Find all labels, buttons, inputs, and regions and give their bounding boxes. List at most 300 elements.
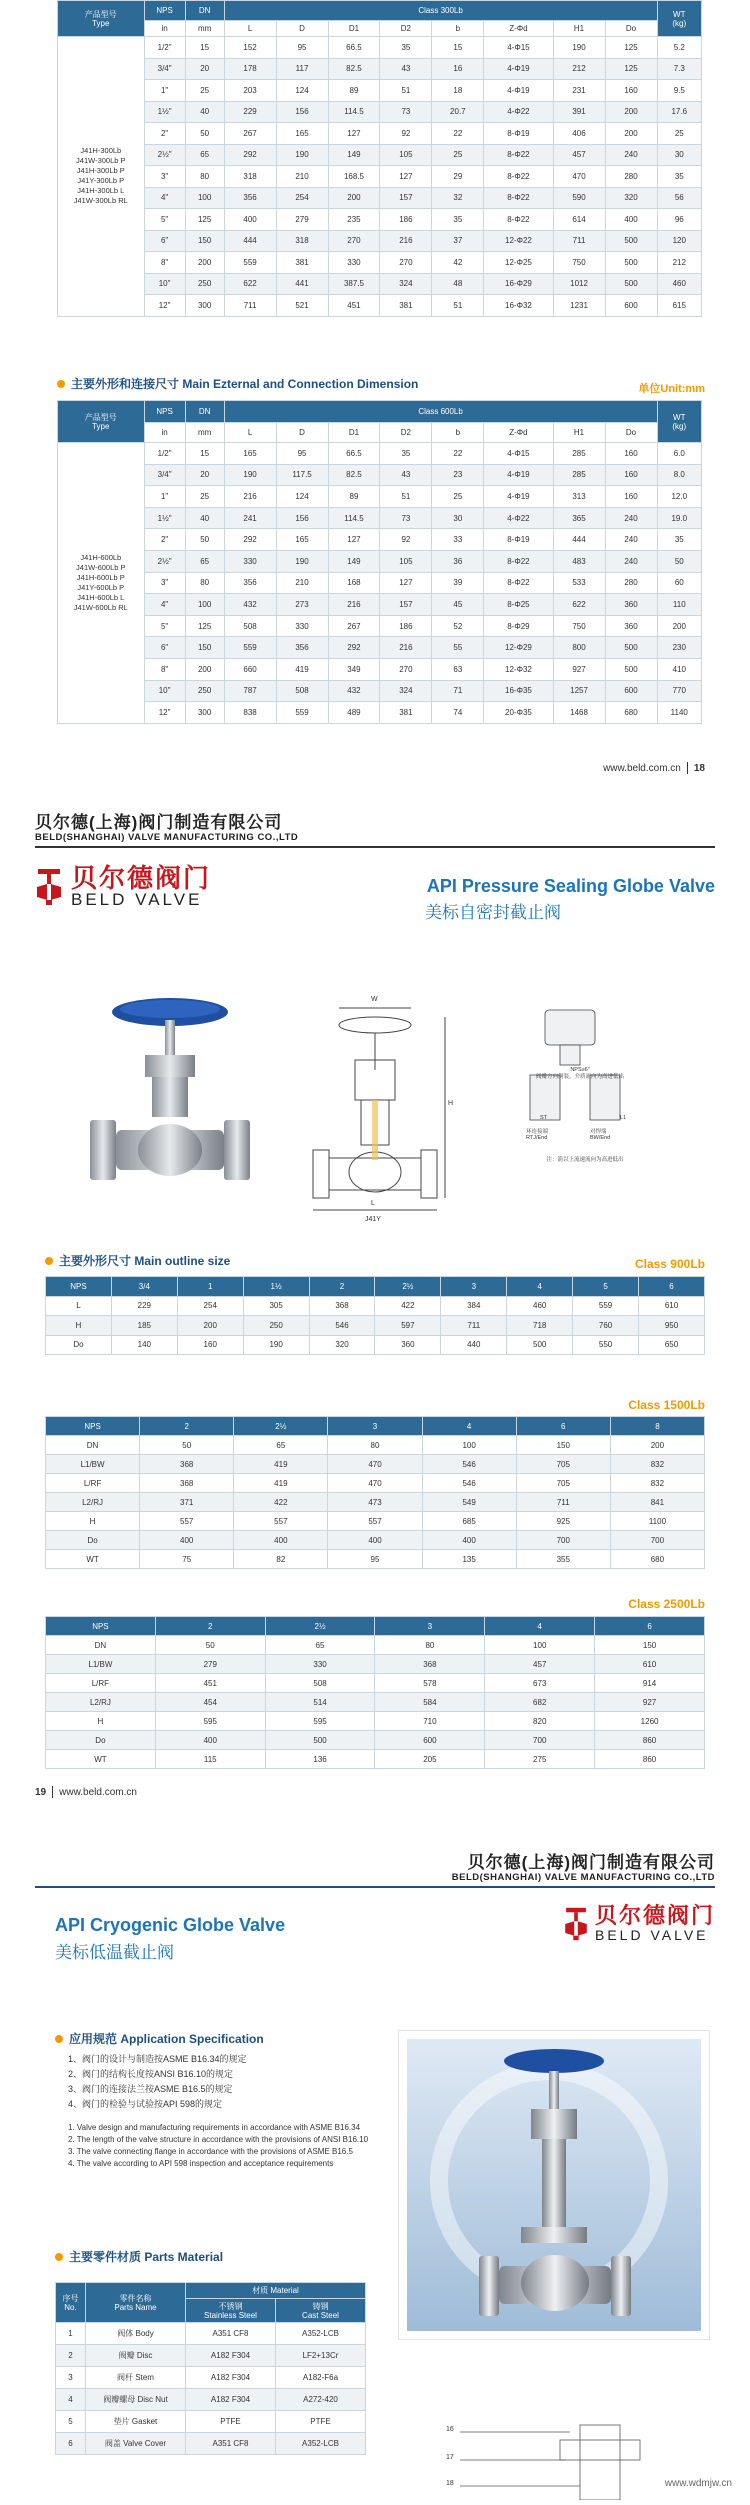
table-row <box>46 1296 705 1316</box>
brand-logo <box>35 865 211 909</box>
data-cell: 254 <box>276 187 328 209</box>
class-900-label: Class 900Lb <box>634 1257 705 1271</box>
data-cell: 595 <box>155 1712 265 1731</box>
data-cell: 3/4" <box>144 58 185 80</box>
data-cell: 50 <box>185 123 224 145</box>
data-cell: 8-Φ22 <box>484 187 553 209</box>
data-cell: 400 <box>224 209 276 231</box>
data-cell: 150 <box>185 230 224 252</box>
data-cell: 4 <box>56 2389 86 2411</box>
data-cell: 6" <box>144 637 185 659</box>
bullet-icon <box>55 2253 63 2261</box>
data-cell: 80 <box>185 572 224 594</box>
data-cell: A182 F304 <box>186 2389 276 2411</box>
data-cell: Do <box>46 1531 140 1550</box>
data-cell: 750 <box>553 615 605 637</box>
data-cell: 241 <box>224 507 276 529</box>
unit-cell: H1 <box>553 21 605 37</box>
data-cell: 440 <box>441 1335 507 1355</box>
data-cell: 3" <box>144 166 185 188</box>
data-cell: 682 <box>485 1693 595 1712</box>
data-cell: 250 <box>243 1316 309 1336</box>
data-cell: 205 <box>375 1750 485 1769</box>
data-cell: 267 <box>328 615 380 637</box>
data-cell: 4-Φ15 <box>484 443 553 465</box>
data-cell: 50 <box>155 1636 265 1655</box>
footer-url: www.beld.com.cn <box>59 1786 137 1798</box>
col-no-header: 序号 No. <box>56 2283 86 2323</box>
end-label-cn1: 环连接端 <box>526 1129 549 1135</box>
table-row <box>46 1474 705 1493</box>
data-cell: 318 <box>224 166 276 188</box>
data-cell: Do <box>46 1335 112 1355</box>
data-cell: 705 <box>516 1474 610 1493</box>
table-row <box>46 1636 705 1655</box>
data-cell: 680 <box>610 1550 704 1569</box>
header-cell: NPS <box>46 1617 156 1636</box>
header-cell: 6 <box>595 1617 705 1636</box>
data-cell: 508 <box>224 615 276 637</box>
unit-cell: D2 <box>380 423 432 443</box>
data-cell: 92 <box>380 123 432 145</box>
data-cell: 700 <box>485 1731 595 1750</box>
data-cell: 垫片 Gasket <box>86 2411 186 2433</box>
data-cell: 559 <box>573 1296 639 1316</box>
table-row <box>58 443 702 465</box>
data-cell: 2" <box>144 123 185 145</box>
data-cell: 451 <box>155 1674 265 1693</box>
table-row <box>58 101 702 123</box>
data-cell: 832 <box>610 1474 704 1493</box>
data-cell: 190 <box>276 550 328 572</box>
table-row <box>56 2323 366 2345</box>
data-cell: 557 <box>328 1512 422 1531</box>
data-cell: 136 <box>265 1750 375 1769</box>
data-cell: 267 <box>224 123 276 145</box>
spec-item: 3、阀门的连接法兰按ASME B16.5的规定 <box>68 2084 233 2094</box>
data-cell: 160 <box>177 1335 243 1355</box>
type-label: J41Y-600Lb P <box>77 582 125 592</box>
data-cell: 152 <box>224 37 276 59</box>
data-cell: 39 <box>432 572 484 594</box>
data-cell: 470 <box>328 1455 422 1474</box>
data-cell: 320 <box>309 1335 375 1355</box>
col-type-header: 产品型号 Type <box>58 1 145 37</box>
unit-cell: D2 <box>380 21 432 37</box>
unit-label: 单位Unit:mm <box>638 383 705 395</box>
type-label: J41W-300Lb P <box>76 156 126 166</box>
table-row <box>58 507 702 529</box>
data-cell: 305 <box>243 1296 309 1316</box>
data-cell: 533 <box>553 572 605 594</box>
data-cell: 15 <box>185 443 224 465</box>
data-cell: 200 <box>185 658 224 680</box>
data-cell: 8" <box>144 252 185 274</box>
data-cell: 1" <box>144 80 185 102</box>
table-header-row <box>46 1277 705 1297</box>
data-cell: 231 <box>553 80 605 102</box>
data-cell: 114.5 <box>328 507 380 529</box>
data-cell: 150 <box>516 1436 610 1455</box>
data-cell: 160 <box>605 464 657 486</box>
data-cell: 273 <box>276 594 328 616</box>
data-cell: 165 <box>224 443 276 465</box>
data-cell: 500 <box>605 252 657 274</box>
data-cell: 82 <box>234 1550 328 1569</box>
unit-cell: Do <box>605 21 657 37</box>
data-cell: 125 <box>605 37 657 59</box>
data-cell: 8-Φ19 <box>484 529 553 551</box>
data-cell: 12-Φ32 <box>484 658 553 680</box>
data-cell: 190 <box>243 1335 309 1355</box>
data-cell: 16-Φ35 <box>484 680 553 702</box>
data-cell: 50 <box>140 1436 234 1455</box>
col-nps-header: NPS <box>144 401 185 423</box>
data-cell: 927 <box>553 658 605 680</box>
data-cell: A272-420 <box>276 2389 366 2411</box>
data-cell: 186 <box>380 615 432 637</box>
data-cell: 275 <box>485 1750 595 1769</box>
data-cell: 阀瓣 Disc <box>86 2345 186 2367</box>
data-cell: 330 <box>276 615 328 637</box>
data-cell: 718 <box>507 1316 573 1336</box>
table-row <box>58 594 702 616</box>
divider <box>52 1786 53 1798</box>
table-row <box>58 123 702 145</box>
table-parts <box>55 2282 365 2455</box>
data-cell: 270 <box>328 230 380 252</box>
data-cell: 300 <box>185 702 224 724</box>
table-row <box>46 1316 705 1336</box>
data-cell: 160 <box>605 80 657 102</box>
data-cell: 5" <box>144 615 185 637</box>
data-cell: 200 <box>605 101 657 123</box>
header-rule <box>35 1886 715 1888</box>
dim-label-h: H <box>448 1100 454 1107</box>
data-cell: 阀体 Body <box>86 2323 186 2345</box>
data-cell: 200 <box>605 123 657 145</box>
data-cell: 3" <box>144 572 185 594</box>
data-cell: 203 <box>224 80 276 102</box>
data-cell: 80 <box>328 1436 422 1455</box>
data-cell: A352-LCB <box>276 2323 366 2345</box>
data-cell: 235 <box>328 209 380 231</box>
data-cell: 117 <box>276 58 328 80</box>
data-cell: 8-Φ22 <box>484 550 553 572</box>
table-row <box>58 187 702 209</box>
data-cell: 700 <box>516 1531 610 1550</box>
type-label: J41W-600Lb RL <box>73 602 128 612</box>
data-cell: 500 <box>605 273 657 295</box>
data-cell: 387.5 <box>328 273 380 295</box>
data-cell: 216 <box>224 486 276 508</box>
data-cell: 240 <box>605 529 657 551</box>
data-cell: 400 <box>605 209 657 231</box>
dim-label-l1: L1 <box>620 1115 627 1121</box>
data-cell: 1½" <box>144 507 185 529</box>
data-cell: 384 <box>441 1296 507 1316</box>
data-cell: 584 <box>375 1693 485 1712</box>
data-cell: 860 <box>595 1731 705 1750</box>
data-cell: 25 <box>185 486 224 508</box>
data-cell: 4" <box>144 187 185 209</box>
data-cell: 4-Φ19 <box>484 486 553 508</box>
data-cell: 216 <box>328 594 380 616</box>
data-cell: A182 F304 <box>186 2367 276 2389</box>
data-cell: 35 <box>657 166 701 188</box>
data-cell: 279 <box>155 1655 265 1674</box>
data-cell: 240 <box>605 550 657 572</box>
table-row <box>58 295 702 317</box>
data-cell: 124 <box>276 80 328 102</box>
unit-cell: mm <box>185 423 224 443</box>
data-cell: 559 <box>224 252 276 274</box>
bullet-icon <box>45 1257 53 1265</box>
data-cell: 500 <box>265 1731 375 1750</box>
data-cell: 381 <box>276 252 328 274</box>
data-cell: PTFE <box>276 2411 366 2433</box>
spec-item: 4. The valve according to API 598 inspection and acceptance requirements <box>68 2159 334 2168</box>
data-cell: 63 <box>432 658 484 680</box>
data-cell: 20 <box>185 58 224 80</box>
table-row <box>46 1550 705 1569</box>
class-1500-label: Class 1500Lb <box>628 1398 705 1412</box>
header-cell: 2½ <box>375 1277 441 1297</box>
col-dn-header: DN <box>185 1 224 21</box>
page-number: 18 <box>693 762 705 774</box>
section-spec-title: 应用规范 Application Specification <box>55 2030 264 2047</box>
data-cell: 280 <box>605 166 657 188</box>
data-cell: 12.0 <box>657 486 701 508</box>
data-cell: 36 <box>432 550 484 572</box>
data-cell: 400 <box>140 1531 234 1550</box>
type-label: J41H-600Lb P <box>76 572 125 582</box>
product-title-cn: 美标自密封截止阀 <box>425 903 561 922</box>
data-cell: 368 <box>140 1455 234 1474</box>
data-cell: 349 <box>328 658 380 680</box>
table-class-600 <box>57 400 702 724</box>
table-class-2500 <box>45 1616 705 1769</box>
data-cell: 168 <box>328 572 380 594</box>
data-cell: 860 <box>595 1750 705 1769</box>
data-cell: 489 <box>328 702 380 724</box>
valve-drawing <box>305 996 455 1223</box>
data-cell: 阀盖 Valve Cover <box>86 2433 186 2455</box>
header-cell: 2½ <box>234 1417 328 1436</box>
data-cell: 673 <box>485 1674 595 1693</box>
data-cell: H <box>46 1712 156 1731</box>
data-cell: 168.5 <box>328 166 380 188</box>
data-cell: 820 <box>485 1712 595 1731</box>
data-cell: 787 <box>224 680 276 702</box>
data-cell: 600 <box>605 680 657 702</box>
table-row <box>58 637 702 659</box>
data-cell: 51 <box>380 486 432 508</box>
data-cell: 400 <box>422 1531 516 1550</box>
data-cell: 711 <box>441 1316 507 1336</box>
brand-name-en: BELD VALVE <box>71 890 203 909</box>
data-cell: 150 <box>595 1636 705 1655</box>
table-row <box>58 144 702 166</box>
data-cell: 451 <box>328 295 380 317</box>
data-cell: 838 <box>224 702 276 724</box>
data-cell: 10" <box>144 680 185 702</box>
data-cell: 680 <box>605 702 657 724</box>
table-row <box>58 572 702 594</box>
data-cell: 422 <box>375 1296 441 1316</box>
data-cell: 457 <box>553 144 605 166</box>
data-cell: 457 <box>485 1655 595 1674</box>
data-cell: 550 <box>573 1335 639 1355</box>
data-cell: 419 <box>234 1455 328 1474</box>
table-row <box>46 1712 705 1731</box>
data-cell: A182-F6a <box>276 2367 366 2389</box>
data-cell: 157 <box>380 594 432 616</box>
data-cell: 210 <box>276 166 328 188</box>
data-cell: 82.5 <box>328 58 380 80</box>
data-cell: 89 <box>328 486 380 508</box>
end-label-bw: BW/End <box>590 1135 611 1141</box>
data-cell: 5" <box>144 209 185 231</box>
data-cell: 559 <box>276 702 328 724</box>
end-label-rtj: RTJ/End <box>526 1135 548 1141</box>
type-label: J41H-300Lb <box>80 146 122 156</box>
data-cell: 7.3 <box>657 58 701 80</box>
table-row <box>46 1531 705 1550</box>
data-cell: 74 <box>432 702 484 724</box>
header-cell: 2 <box>140 1417 234 1436</box>
header-cell: 6 <box>516 1417 610 1436</box>
data-cell: 117.5 <box>276 464 328 486</box>
unit-cell: in <box>144 21 185 37</box>
data-cell: H <box>46 1316 112 1336</box>
data-cell: 22 <box>432 123 484 145</box>
data-cell: 600 <box>375 1731 485 1750</box>
data-cell: 356 <box>224 572 276 594</box>
header-cell: 2 <box>309 1277 375 1297</box>
data-cell: 410 <box>657 658 701 680</box>
data-cell: 149 <box>328 550 380 572</box>
data-cell: 73 <box>380 101 432 123</box>
table-row <box>58 529 702 551</box>
data-cell: 285 <box>553 443 605 465</box>
product-title-en: API Cryogenic Globe Valve <box>55 1915 286 1935</box>
data-cell: 546 <box>422 1474 516 1493</box>
section-parts-title: 主要零件材质 Parts Material <box>55 2248 223 2265</box>
data-cell: 508 <box>265 1674 375 1693</box>
header-cell: 4 <box>422 1417 516 1436</box>
data-cell: 473 <box>328 1493 422 1512</box>
unit-cell: Do <box>605 423 657 443</box>
data-cell: 190 <box>553 37 605 59</box>
data-cell: 33 <box>432 529 484 551</box>
data-cell: 444 <box>224 230 276 252</box>
data-cell: 2 <box>56 2345 86 2367</box>
data-cell: 165 <box>276 123 328 145</box>
data-cell: 600 <box>605 295 657 317</box>
brand-logo <box>563 1905 715 1943</box>
data-cell: 65 <box>185 550 224 572</box>
data-cell: 190 <box>276 144 328 166</box>
data-cell: Do <box>46 1731 156 1750</box>
data-cell: 160 <box>605 486 657 508</box>
spec-list-en <box>68 2122 368 2170</box>
company-name-en: BELD(SHANGHAI) VALVE MANUFACTURING CO.,LTD <box>35 832 299 843</box>
page-18-footer <box>603 762 705 774</box>
data-cell: 18 <box>432 80 484 102</box>
data-cell: 35 <box>432 209 484 231</box>
table-header-row <box>46 1417 705 1436</box>
data-cell: A351 CF8 <box>186 2433 276 2455</box>
data-cell: 114.5 <box>328 101 380 123</box>
data-cell: 500 <box>507 1335 573 1355</box>
unit-cell: D <box>276 423 328 443</box>
data-cell: 8-Φ22 <box>484 209 553 231</box>
data-cell: 200 <box>610 1436 704 1455</box>
data-cell: 250 <box>185 680 224 702</box>
data-cell: 127 <box>328 529 380 551</box>
data-cell: 1231 <box>553 295 605 317</box>
data-cell: 16-Φ32 <box>484 295 553 317</box>
data-cell: 280 <box>605 572 657 594</box>
table-row <box>46 1436 705 1455</box>
col-ss-header: 不锈钢 Stainless Steel <box>186 2299 276 2323</box>
data-cell: 292 <box>224 144 276 166</box>
data-cell: 8-Φ29 <box>484 615 553 637</box>
data-cell: 250 <box>185 273 224 295</box>
spec-item: 1、阀门的设计与制造按ASME B16.34的规定 <box>68 2054 247 2064</box>
data-cell: 95 <box>276 37 328 59</box>
unit-cell: Z-Φd <box>484 21 553 37</box>
data-cell: 557 <box>140 1512 234 1531</box>
data-cell: A351 CF8 <box>186 2323 276 2345</box>
data-cell: 186 <box>380 209 432 231</box>
data-cell: 432 <box>224 594 276 616</box>
col-name-header: 零件名称 Parts Name <box>86 2283 186 2323</box>
header-cell: 4 <box>507 1277 573 1297</box>
data-cell: 212 <box>553 58 605 80</box>
data-cell: A182 F304 <box>186 2345 276 2367</box>
header-cell: 4 <box>485 1617 595 1636</box>
part-number-17: 17 <box>446 2454 454 2461</box>
data-cell: 400 <box>328 1531 422 1550</box>
data-cell: 292 <box>328 637 380 659</box>
spec-item: 2、阀门的结构长度按ANSI B16.10的规定 <box>68 2069 234 2079</box>
data-cell: DN <box>46 1636 156 1655</box>
data-cell: 705 <box>516 1455 610 1474</box>
header-cell: 3/4 <box>111 1277 177 1297</box>
data-cell: L2/RJ <box>46 1493 140 1512</box>
table-row <box>58 658 702 680</box>
data-cell: 578 <box>375 1674 485 1693</box>
data-cell: 200 <box>185 252 224 274</box>
unit-cell: L <box>224 21 276 37</box>
data-cell: 8" <box>144 658 185 680</box>
data-cell: 35 <box>380 37 432 59</box>
data-cell: 阀瓣螺母 Disc Nut <box>86 2389 186 2411</box>
data-cell: 360 <box>605 615 657 637</box>
data-cell: 4-Φ15 <box>484 37 553 59</box>
data-cell: 23 <box>432 464 484 486</box>
data-cell: 460 <box>657 273 701 295</box>
table-row <box>58 58 702 80</box>
table-row <box>46 1693 705 1712</box>
data-cell: 521 <box>276 295 328 317</box>
data-cell: 229 <box>111 1296 177 1316</box>
data-cell: 200 <box>657 615 701 637</box>
data-cell: 320 <box>605 187 657 209</box>
data-cell: 22 <box>432 443 484 465</box>
